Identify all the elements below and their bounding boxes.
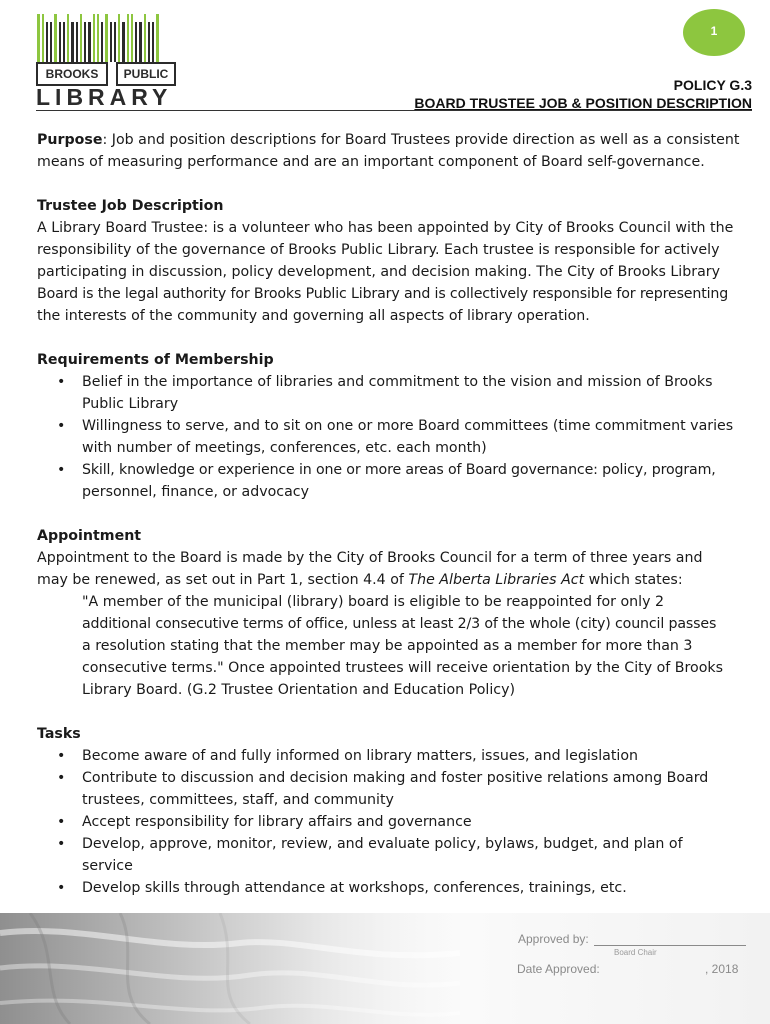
approval-year: , 2018 xyxy=(705,962,739,976)
list-item: • Develop skills through attendance at workshops, conferences, trainings, etc. xyxy=(37,877,752,899)
barcode-bar xyxy=(80,14,82,62)
logo-word-library: LIBRARY xyxy=(36,84,173,110)
appointment-line-1: Appointment to the Board is made by the City of Brooks Council for a term of three years and xyxy=(37,550,703,566)
trustee-line: responsibility of the governance of Brooks Public Library. Each trustee is responsible for actively xyxy=(37,242,720,258)
barcode-bar xyxy=(110,22,112,62)
barcode-bar xyxy=(37,14,40,62)
barcode-bar xyxy=(105,14,108,62)
barcode-bar xyxy=(76,22,78,62)
barcode-bar xyxy=(122,22,125,62)
barcode-bar xyxy=(42,14,44,62)
trustee-heading: Trustee Job Description xyxy=(37,198,224,214)
barcode-bar xyxy=(63,22,65,62)
quote-line: consecutive terms." Once appointed trustees will receive orientation by the City of Brooks xyxy=(82,660,724,676)
page-number-badge: 1 xyxy=(683,9,745,56)
trustee-line: the interests of the community and governing all aspects of library operation. xyxy=(37,308,590,324)
barcode-bar xyxy=(156,14,159,62)
document-body xyxy=(37,129,752,899)
barcode-bar xyxy=(54,14,57,62)
purpose-label: Purpose xyxy=(37,132,103,148)
page-footer xyxy=(0,913,770,1024)
trustee-line: Board is the legal authority for Brooks Public Library and is collectively responsible for representing xyxy=(37,286,729,302)
list-item: • Willingness to serve, and to sit on one or more Board committees (time commitment varies with number of meetings, conferences, etc. each month) xyxy=(37,415,752,459)
barcode-bar xyxy=(114,22,116,62)
requirements-list xyxy=(37,371,752,503)
quote-line: additional consecutive terms of office, unless at least 2/3 of the whole (city) council passes xyxy=(82,616,717,632)
barcode-bar xyxy=(84,22,86,62)
trustee-line: participating in discussion, policy development, and decision making. The City of Brooks Library xyxy=(37,264,720,280)
signature-line xyxy=(594,945,746,946)
logo-word-public: PUBLIC xyxy=(116,62,176,86)
policy-title: BOARD TRUSTEE JOB & POSITION DESCRIPTION xyxy=(414,95,752,111)
date-approved-label: Date Approved: xyxy=(517,962,600,976)
header-divider xyxy=(36,110,752,111)
appointment-heading: Appointment xyxy=(37,528,142,544)
barcode-bar xyxy=(118,14,120,62)
quote-line: Library Board. (G.2 Trustee Orientation and Education Policy) xyxy=(82,682,516,698)
barcode-bar xyxy=(97,14,99,62)
board-chair-label: Board Chair xyxy=(614,948,657,957)
list-item: • Skill, knowledge or experience in one or more areas of Board governance: policy, program, personnel, finance, or advocacy xyxy=(37,459,752,503)
policy-code: POLICY G.3 xyxy=(673,77,752,93)
act-title: The Alberta Libraries Act xyxy=(408,572,585,588)
library-logo xyxy=(36,12,182,110)
list-item: • Contribute to discussion and decision making and foster positive relations among Board trustees, committees, staff, and community xyxy=(37,767,752,811)
barcode-bar xyxy=(101,22,103,62)
barcode-bar xyxy=(152,22,154,62)
purpose-line-1: Purpose: Job and position descriptions for Board Trustees provide direction as well as a consistent xyxy=(37,132,740,148)
requirements-heading: Requirements of Membership xyxy=(37,352,274,368)
appointment-line-2: may be renewed, as set out in Part 1, section 4.4 of The Alberta Libraries Act which states: xyxy=(37,572,683,588)
barcode-bar xyxy=(135,22,137,62)
barcode-bar xyxy=(46,22,48,62)
trustee-line: A Library Board Trustee: is a volunteer who has been appointed by City of Brooks Council with the xyxy=(37,220,734,236)
book-pages-background xyxy=(0,913,460,1024)
list-item: • Develop, approve, monitor, review, and evaluate policy, bylaws, budget, and plan of service xyxy=(37,833,752,877)
barcode-bar xyxy=(71,22,74,62)
list-item: • Accept responsibility for library affairs and governance xyxy=(37,811,752,833)
tasks-list xyxy=(37,745,752,899)
list-item: • Belief in the importance of libraries and commitment to the vision and mission of Brooks Public Library xyxy=(37,371,752,415)
tasks-heading: Tasks xyxy=(37,726,81,742)
barcode-bar xyxy=(148,22,150,62)
purpose-line-2: means of measuring performance and are an important component of Board self-governance. xyxy=(37,154,705,170)
barcode-logo-mark xyxy=(36,14,182,62)
barcode-bar xyxy=(139,22,142,62)
barcode-bar xyxy=(59,22,61,62)
barcode-bar xyxy=(50,22,52,62)
quote-line: "A member of the municipal (library) board is eligible to be reappointed for only 2 xyxy=(82,594,665,610)
barcode-bar xyxy=(93,14,95,62)
logo-word-brooks: BROOKS xyxy=(36,62,108,86)
barcode-bar xyxy=(127,14,129,62)
barcode-bar xyxy=(88,22,91,62)
approved-by-label: Approved by: xyxy=(518,932,589,946)
barcode-bar xyxy=(67,14,69,62)
barcode-bar xyxy=(144,14,146,62)
list-item: • Become aware of and fully informed on library matters, issues, and legislation xyxy=(37,745,752,767)
barcode-bar xyxy=(131,14,133,62)
quote-line: a resolution stating that the member may be appointed as a member for more than 3 xyxy=(82,638,693,654)
